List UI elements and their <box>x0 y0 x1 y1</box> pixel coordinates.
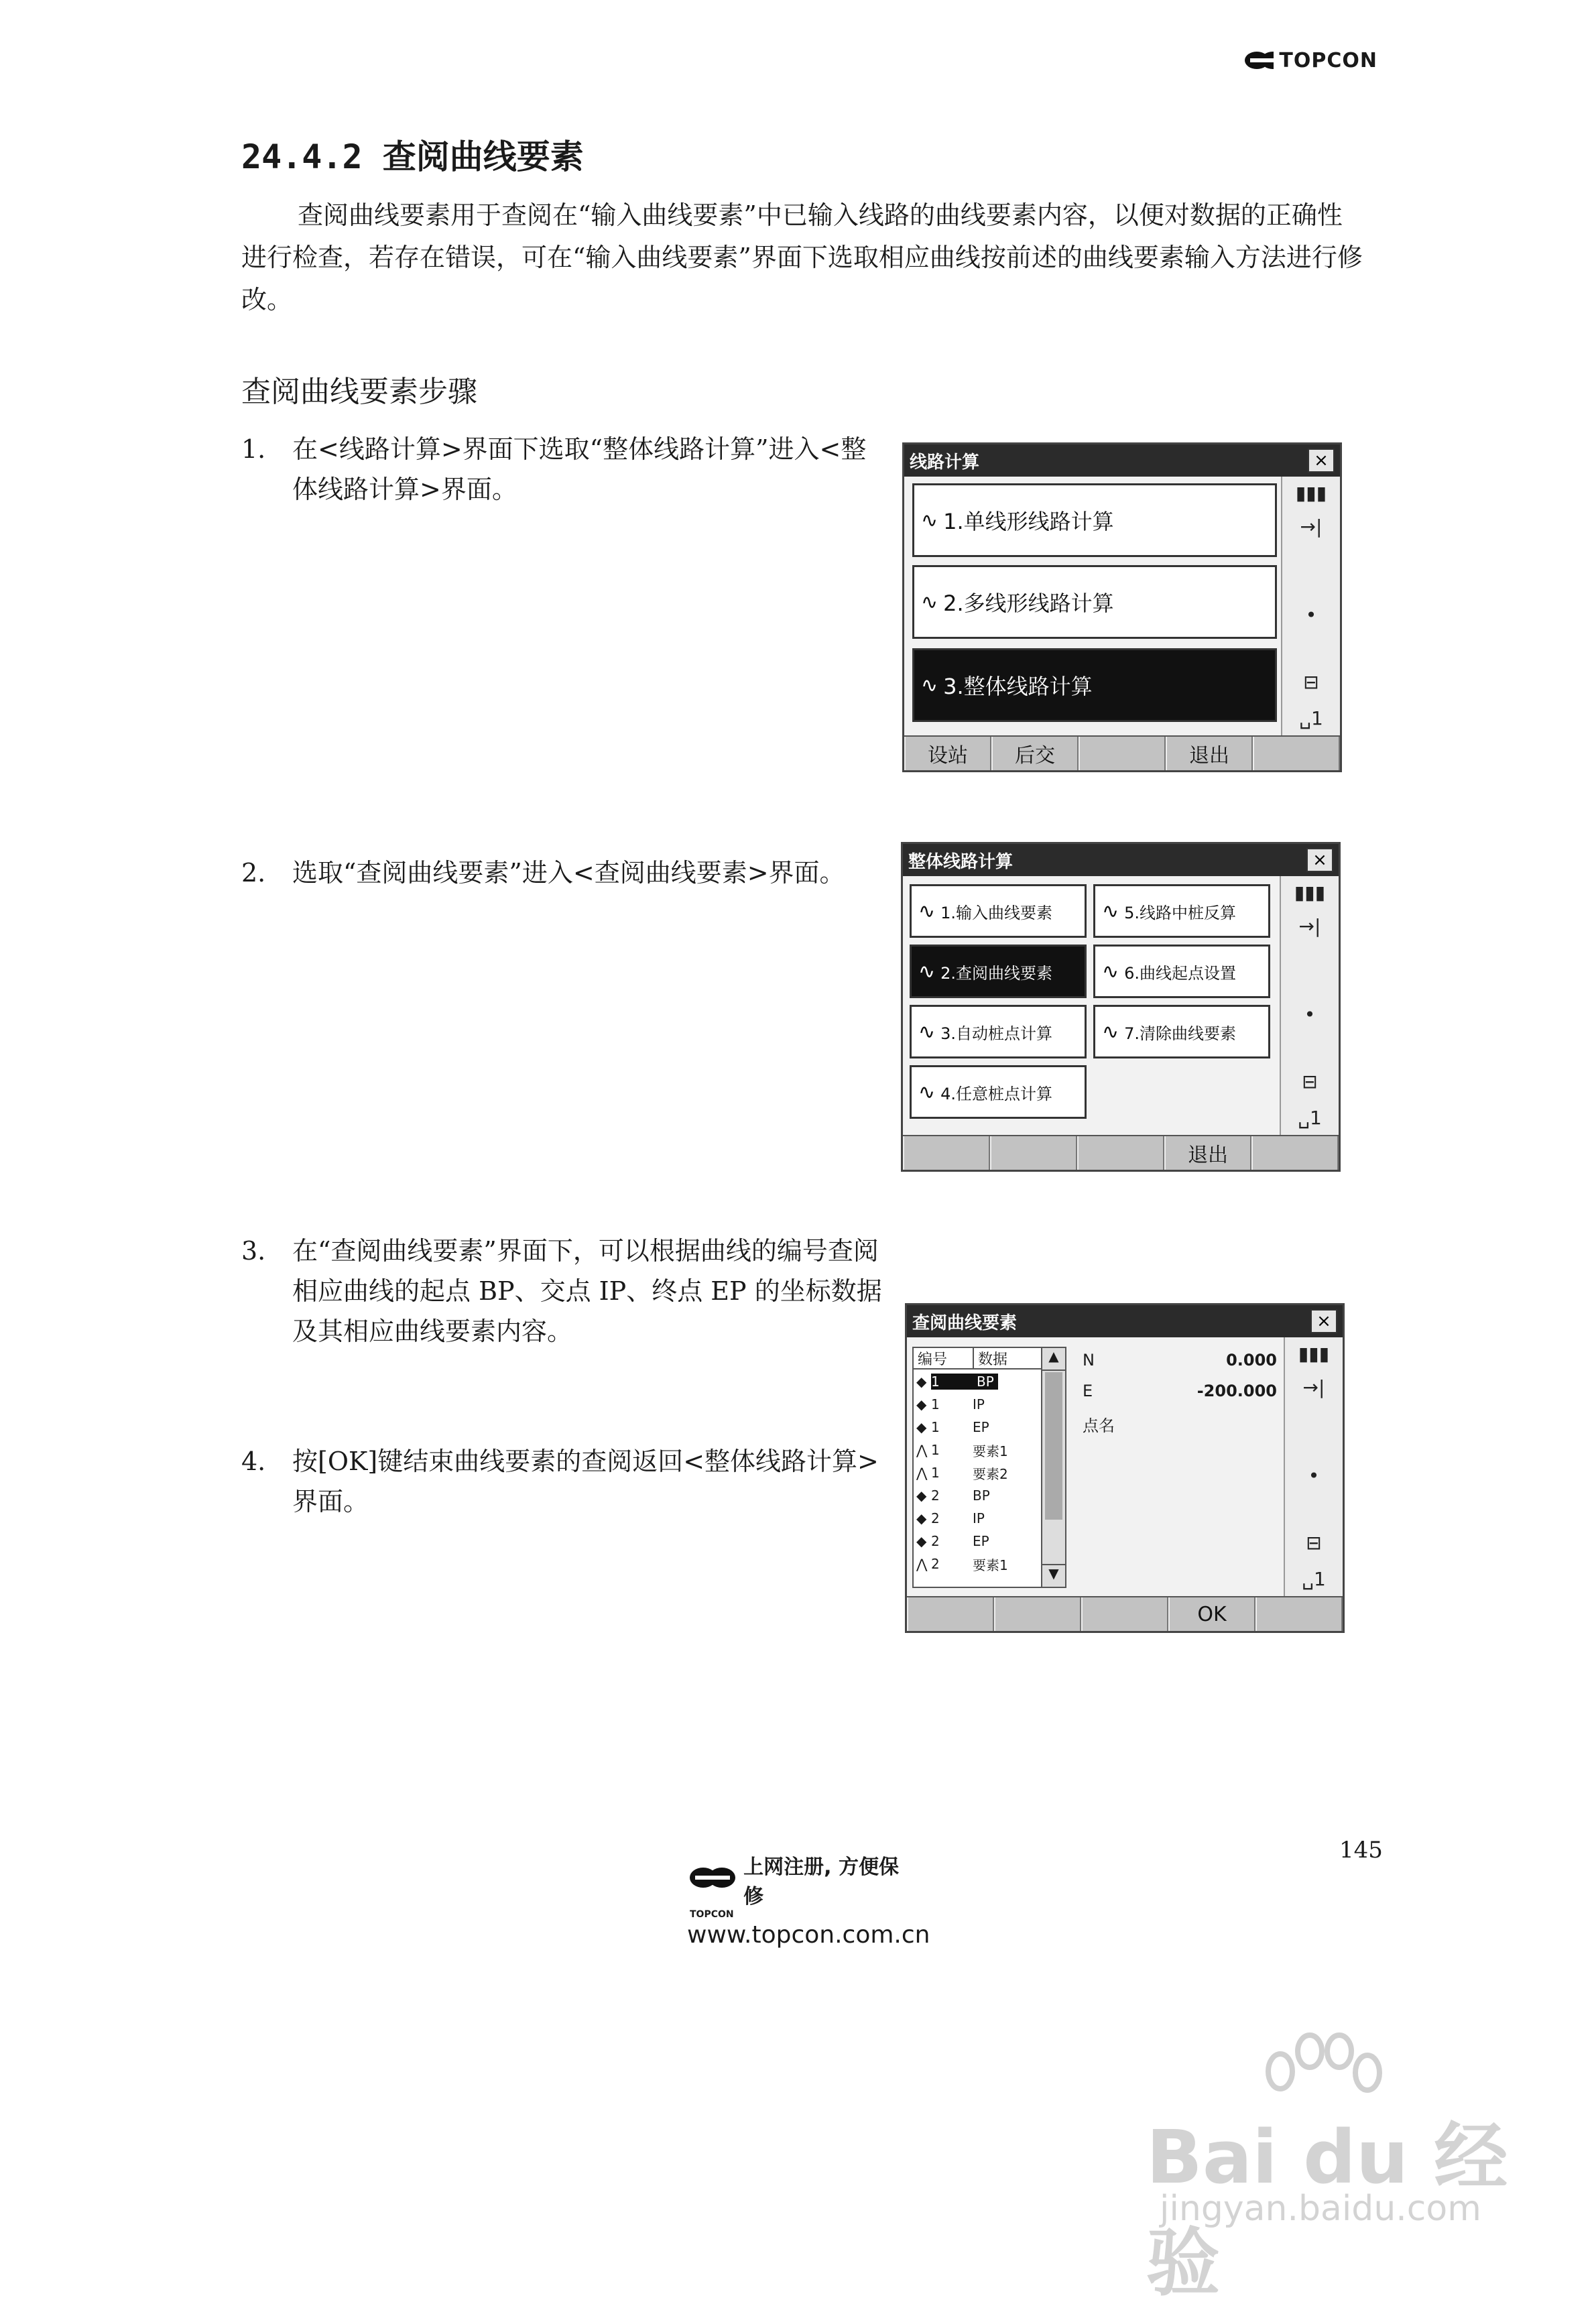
col-header-data: 数据 <box>974 1348 1050 1368</box>
softkey-blank[interactable] <box>903 1136 990 1170</box>
instrument-icon: ⊟ <box>1306 1532 1322 1554</box>
battery-icon: ▮▮▮ <box>1295 482 1327 504</box>
menu-label: 6.曲线起点设置 <box>1124 963 1237 983</box>
row-data: 要素2 <box>973 1465 1008 1482</box>
topcon-logo <box>1243 46 1377 75</box>
status-sidebar <box>1280 876 1339 1136</box>
softkey-bar <box>903 1135 1339 1170</box>
footer-banner <box>687 1850 930 1949</box>
dot-icon: • <box>1305 604 1317 626</box>
row-marker-icon: ◆ <box>916 1419 927 1435</box>
topcon-logo-text: TOPCON <box>1279 48 1377 72</box>
curve-icon: ∿ <box>1102 899 1119 923</box>
field-value: -200.000 <box>1196 1382 1277 1400</box>
softkey-blank[interactable] <box>1255 1597 1343 1631</box>
dot-icon: • <box>1308 1465 1320 1487</box>
baidu-watermark <box>1146 2031 1522 2306</box>
softkey-bar <box>907 1596 1343 1631</box>
instrument-icon: ⊟ <box>1303 671 1319 693</box>
menu-single-route[interactable] <box>912 483 1277 557</box>
softkey-blank[interactable] <box>907 1597 994 1631</box>
menu-auto-stake[interactable] <box>910 1005 1087 1058</box>
field-label: E <box>1083 1382 1093 1400</box>
curve-icon: ∿ <box>918 959 936 983</box>
row-data: IP <box>973 1510 985 1526</box>
row-data: IP <box>973 1396 985 1412</box>
row-data: EP <box>973 1419 989 1435</box>
row-marker-icon: ◆ <box>916 1487 927 1504</box>
softkey-blank[interactable] <box>1251 1136 1339 1170</box>
instrument-icon: ⊟ <box>1302 1071 1318 1093</box>
curve-icon: ∿ <box>921 508 938 532</box>
field-n <box>1083 1351 1277 1382</box>
menu-label: 7.清除曲线要素 <box>1124 1024 1237 1043</box>
step-text: 按[OK]键结束曲线要素的查阅返回<整体线路计算>界面。 <box>292 1447 879 1516</box>
window-title: 查阅曲线要素 <box>907 1305 1343 1337</box>
mode-icon: ␣1 <box>1298 1107 1322 1129</box>
battery-icon: ▮▮▮ <box>1298 1343 1330 1365</box>
target-icon: →| <box>1298 915 1321 937</box>
scroll-thumb[interactable] <box>1045 1372 1062 1520</box>
menu-label: 2.多线形线路计算 <box>943 591 1114 616</box>
list-item[interactable] <box>916 1553 1008 1575</box>
coord-panel <box>1083 1351 1277 1443</box>
close-button[interactable]: × <box>1306 848 1333 872</box>
row-number: 1 <box>931 1374 973 1390</box>
list-item[interactable] <box>916 1508 985 1529</box>
screen-full-route-calc <box>901 842 1341 1172</box>
close-button[interactable]: × <box>1310 1309 1337 1333</box>
topcon-footer-logo-icon <box>687 1863 739 1896</box>
menu-label: 5.线路中桩反算 <box>1124 903 1237 922</box>
step-text: 在<线路计算>界面下选取“整体线路计算”进入<整体线路计算>界面。 <box>292 434 867 504</box>
step-number: 4. <box>241 1447 266 1476</box>
row-number: 2 <box>931 1556 940 1572</box>
window-body <box>903 876 1339 1136</box>
window-body <box>904 477 1340 737</box>
field-point-name <box>1083 1412 1277 1443</box>
list-item[interactable] <box>916 1371 998 1392</box>
window-title: 线路计算 <box>904 444 1340 477</box>
row-data: EP <box>973 1533 989 1549</box>
watermark-brand: Bai du 经验 <box>1146 2114 1508 2306</box>
intro-paragraph: 查阅曲线要素用于查阅在“输入曲线要素”中已输入线路的曲线要素内容，以便对数据的正确性进行检查，若存在错误，可在“输入曲线要素”界面下选取相应曲线按前述的曲线要素输入方法进行修改。 <box>241 200 1363 314</box>
menu-label: 1.单线形线路计算 <box>943 509 1114 534</box>
col-header-number: 编号 <box>914 1348 974 1368</box>
row-marker-icon: ◆ <box>916 1533 927 1549</box>
softkey-blank[interactable] <box>1077 1136 1164 1170</box>
step-2 <box>241 853 885 893</box>
step-number: 1. <box>241 434 266 464</box>
menu-reverse-stake[interactable] <box>1093 884 1270 938</box>
target-icon: →| <box>1302 1376 1325 1398</box>
row-number: 2 <box>931 1533 940 1549</box>
row-marker-icon: ⋀ <box>916 1442 928 1458</box>
status-sidebar <box>1281 477 1340 737</box>
page-number: 145 <box>1339 1837 1383 1864</box>
list-item[interactable] <box>916 1462 1008 1483</box>
step-4 <box>241 1441 885 1522</box>
mode-icon: ␣1 <box>1302 1568 1326 1590</box>
row-number: 1 <box>931 1396 940 1412</box>
window-body <box>907 1337 1343 1597</box>
softkey-ok[interactable]: OK <box>1168 1597 1255 1631</box>
step-text: 在“查阅曲线要素”界面下，可以根据曲线的编号查阅相应曲线的起点 BP、交点 IP、终点 EP 的坐标数据及其相应曲线要素内容。 <box>292 1236 882 1346</box>
dot-icon: • <box>1304 1004 1316 1026</box>
menu-label: 4.任意桩点计算 <box>940 1084 1053 1103</box>
menu-curve-start[interactable] <box>1093 945 1270 998</box>
step-number: 2. <box>241 858 266 888</box>
row-number: 1 <box>931 1442 940 1458</box>
softkey-exit[interactable]: 退出 <box>1164 1136 1251 1170</box>
softkey-bar <box>904 735 1340 770</box>
menu-label: 1.输入曲线要素 <box>940 903 1053 922</box>
row-marker-icon: ⋀ <box>916 1465 928 1481</box>
steps-heading: 查阅曲线要素步骤 <box>241 375 477 409</box>
menu-label: 3.整体线路计算 <box>943 674 1093 699</box>
list-item[interactable] <box>916 1485 990 1506</box>
softkey-exit[interactable]: 退出 <box>1166 737 1253 770</box>
scroll-up-icon[interactable]: ▲ <box>1042 1348 1065 1371</box>
curve-icon: ∿ <box>1102 959 1119 983</box>
menu-label: 3.自动桩点计算 <box>940 1024 1053 1043</box>
step-text: 选取“查阅曲线要素”进入<查阅曲线要素>界面。 <box>292 858 845 888</box>
row-number: 2 <box>931 1487 940 1504</box>
curve-icon: ∿ <box>1102 1020 1119 1044</box>
row-marker-icon: ◆ <box>916 1396 927 1412</box>
softkey-blank[interactable] <box>1253 737 1340 770</box>
step-3 <box>241 1231 898 1351</box>
menu-input-curve[interactable] <box>910 884 1087 938</box>
row-data: BP <box>973 1487 990 1504</box>
row-data: 要素1 <box>973 1557 1008 1573</box>
row-number: 2 <box>931 1510 940 1526</box>
row-number: 1 <box>931 1465 940 1481</box>
field-value: 0.000 <box>1226 1351 1277 1370</box>
menu-any-stake[interactable] <box>910 1065 1087 1119</box>
curve-icon: ∿ <box>921 590 938 614</box>
screen-route-calc <box>902 442 1342 772</box>
row-marker-icon: ◆ <box>916 1374 927 1390</box>
softkey-resection[interactable]: 后交 <box>991 737 1079 770</box>
curve-icon: ∿ <box>918 1080 936 1104</box>
footer-slogan: 上网注册, 方便保修 <box>743 1856 900 1908</box>
target-icon: →| <box>1300 515 1323 538</box>
curve-list[interactable] <box>912 1347 1066 1588</box>
battery-icon: ▮▮▮ <box>1294 882 1326 904</box>
close-button[interactable]: × <box>1308 448 1335 473</box>
menu-clear-curve[interactable] <box>1093 1005 1270 1058</box>
window-title: 整体线路计算 <box>903 844 1339 876</box>
softkey-blank[interactable] <box>990 1136 1077 1170</box>
row-marker-icon: ◆ <box>916 1510 927 1526</box>
row-marker-icon: ⋀ <box>916 1556 928 1572</box>
softkey-blank[interactable] <box>1079 737 1166 770</box>
menu-full-route[interactable] <box>912 648 1277 722</box>
menu-view-curve[interactable] <box>910 945 1087 998</box>
step-1 <box>241 429 885 509</box>
field-label: 点名 <box>1083 1416 1115 1435</box>
list-item[interactable] <box>916 1394 985 1415</box>
scroll-down-icon[interactable]: ▼ <box>1042 1564 1065 1587</box>
softkey-blank[interactable] <box>1081 1597 1168 1631</box>
screen-view-curve <box>905 1303 1345 1633</box>
curve-icon: ∿ <box>918 899 936 923</box>
watermark-url: jingyan.baidu.com <box>1160 2189 1481 2229</box>
list-scrollbar[interactable] <box>1041 1348 1065 1587</box>
softkey-station[interactable]: 设站 <box>904 737 991 770</box>
curve-icon: ∿ <box>918 1020 936 1044</box>
list-item[interactable] <box>916 1416 989 1438</box>
section-title: 24.4.2 查阅曲线要素 <box>241 137 584 176</box>
row-number: 1 <box>931 1419 940 1435</box>
menu-multi-route[interactable] <box>912 565 1277 639</box>
row-data: 要素1 <box>973 1443 1008 1459</box>
field-e <box>1083 1382 1277 1412</box>
row-data: BP <box>973 1374 998 1390</box>
list-item[interactable] <box>916 1439 1008 1461</box>
footer-logo-text: TOPCON <box>690 1909 734 1920</box>
topcon-logo-icon <box>1243 49 1274 72</box>
softkey-blank[interactable] <box>994 1597 1081 1631</box>
curve-icon: ∿ <box>921 673 938 697</box>
mode-icon: ␣1 <box>1299 707 1323 729</box>
menu-label: 2.查阅曲线要素 <box>940 963 1053 983</box>
footer-url[interactable]: www.topcon.com.cn <box>687 1921 930 1949</box>
status-sidebar <box>1284 1337 1343 1597</box>
step-number: 3. <box>241 1236 266 1266</box>
list-item[interactable] <box>916 1530 989 1552</box>
field-label: N <box>1083 1351 1095 1370</box>
